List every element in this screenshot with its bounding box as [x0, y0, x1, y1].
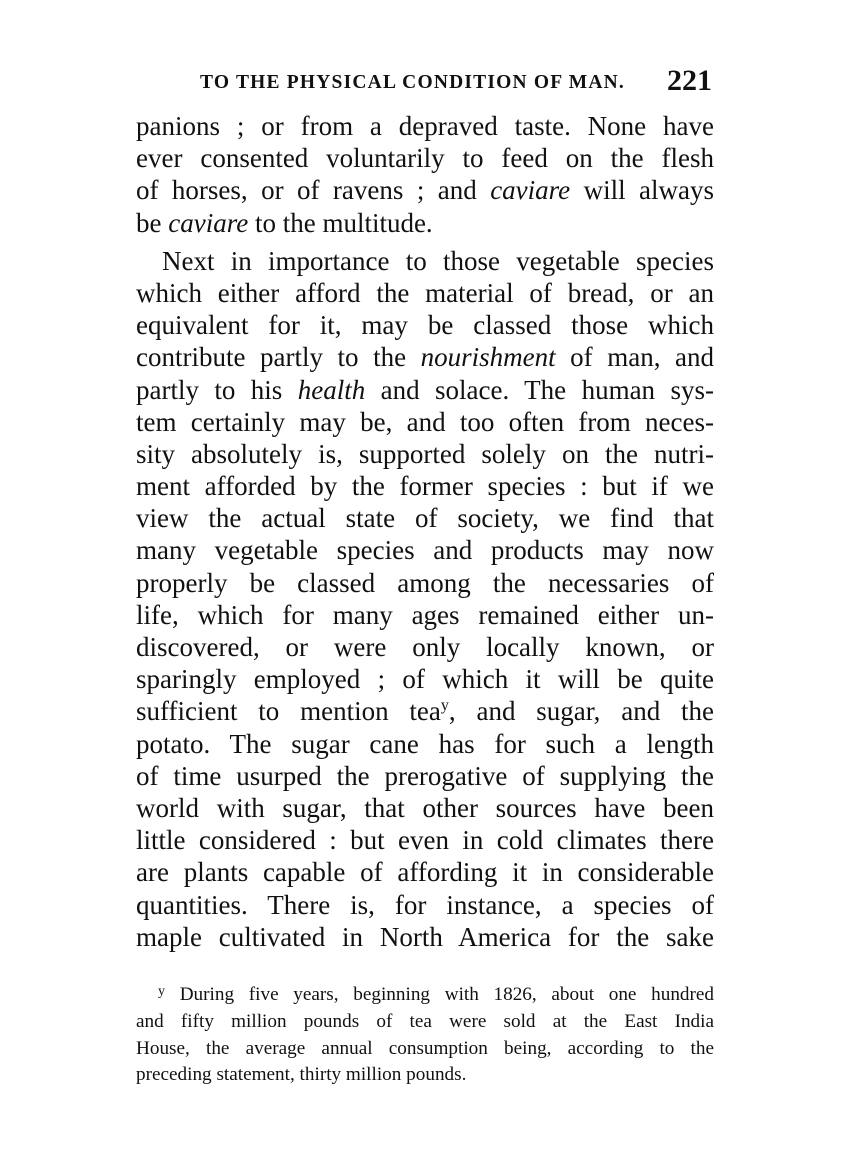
- text-line: little considered : but even in cold climates there: [136, 825, 714, 856]
- text-line: [136, 341, 714, 373]
- text-run: will always: [570, 175, 714, 206]
- text-line: sity absolutely is, supported solely on the nutri-: [136, 438, 714, 469]
- text-line: of time usurped the prerogative of supplying the: [136, 760, 714, 791]
- paragraph-1: [136, 110, 714, 239]
- text-run: of horses, or of ravens ; and: [136, 175, 491, 206]
- text-run: , and sugar, and the: [448, 696, 715, 727]
- text-line: Next in importance to those vegetable species: [162, 245, 714, 276]
- text-run: and solace. The human sys-: [365, 374, 714, 405]
- text-run: to the multitude.: [248, 207, 433, 238]
- text-run: be: [136, 207, 169, 238]
- running-title: TO THE PHYSICAL CONDITION OF MAN.: [200, 72, 625, 93]
- footnote-line: and fifty million pounds of tea were sold at the East India: [136, 1010, 714, 1032]
- text-line: ever consented voluntarily to feed on the flesh: [136, 143, 714, 174]
- text-line: ment afforded by the former species : but if we: [136, 471, 714, 502]
- italic-term: health: [297, 374, 366, 405]
- text-run: contribute partly to the: [136, 342, 421, 373]
- text-line: discovered, or were only locally known, or: [136, 632, 714, 662]
- page-number: 221: [667, 64, 712, 97]
- text-line: quantities. There is, for instance, a species of: [136, 889, 714, 920]
- italic-term: caviare: [168, 207, 249, 238]
- text-line: world with sugar, that other sources have been: [136, 792, 714, 823]
- text-line: [136, 695, 714, 727]
- text-line: life, which for many ages remained either un-: [136, 599, 714, 630]
- text-line: [136, 174, 714, 206]
- text-line: many vegetable species and products may now: [136, 535, 714, 566]
- text-line: which either afford the material of bread, or an: [136, 277, 714, 308]
- text-run: of man, and: [555, 342, 714, 373]
- running-head: [200, 64, 712, 98]
- text-run: During five years, beginning with 1826, about one hundred: [179, 984, 715, 1005]
- italic-term: caviare: [490, 175, 571, 206]
- footnote-marker: y: [158, 984, 165, 999]
- paragraph-2: [136, 245, 714, 953]
- footnote-line: [136, 982, 714, 1009]
- text-line: panions ; or from a depraved taste. None have: [136, 111, 714, 141]
- footnote-line: House, the average annual consumption being, according to the: [136, 1037, 714, 1059]
- text-line: maple cultivated in North America for the sake: [136, 921, 714, 952]
- text-line: view the actual state of society, we find that: [136, 503, 714, 534]
- body-text: [136, 110, 714, 953]
- text-line: tem certainly may be, and too often from neces-: [136, 406, 714, 437]
- text-line: equivalent for it, may be classed those which: [136, 310, 714, 341]
- italic-term: nourishment: [420, 342, 556, 373]
- text-line: [136, 207, 714, 239]
- text-line: properly be classed among the necessaries of: [136, 567, 714, 598]
- footnote-line: preceding statement, thirty million pounds.: [136, 1064, 467, 1086]
- footnote-reference[interactable]: y: [440, 697, 449, 715]
- text-run: sufficient to mention tea: [136, 696, 441, 727]
- text-line: are plants capable of affording it in considerable: [136, 857, 714, 888]
- text-line: potato. The sugar cane has for such a length: [136, 728, 714, 759]
- text-line: sparingly employed ; of which it will be quite: [136, 664, 714, 695]
- footnote: [136, 982, 714, 1089]
- text-line: [136, 374, 714, 406]
- text-run: partly to his: [136, 374, 298, 405]
